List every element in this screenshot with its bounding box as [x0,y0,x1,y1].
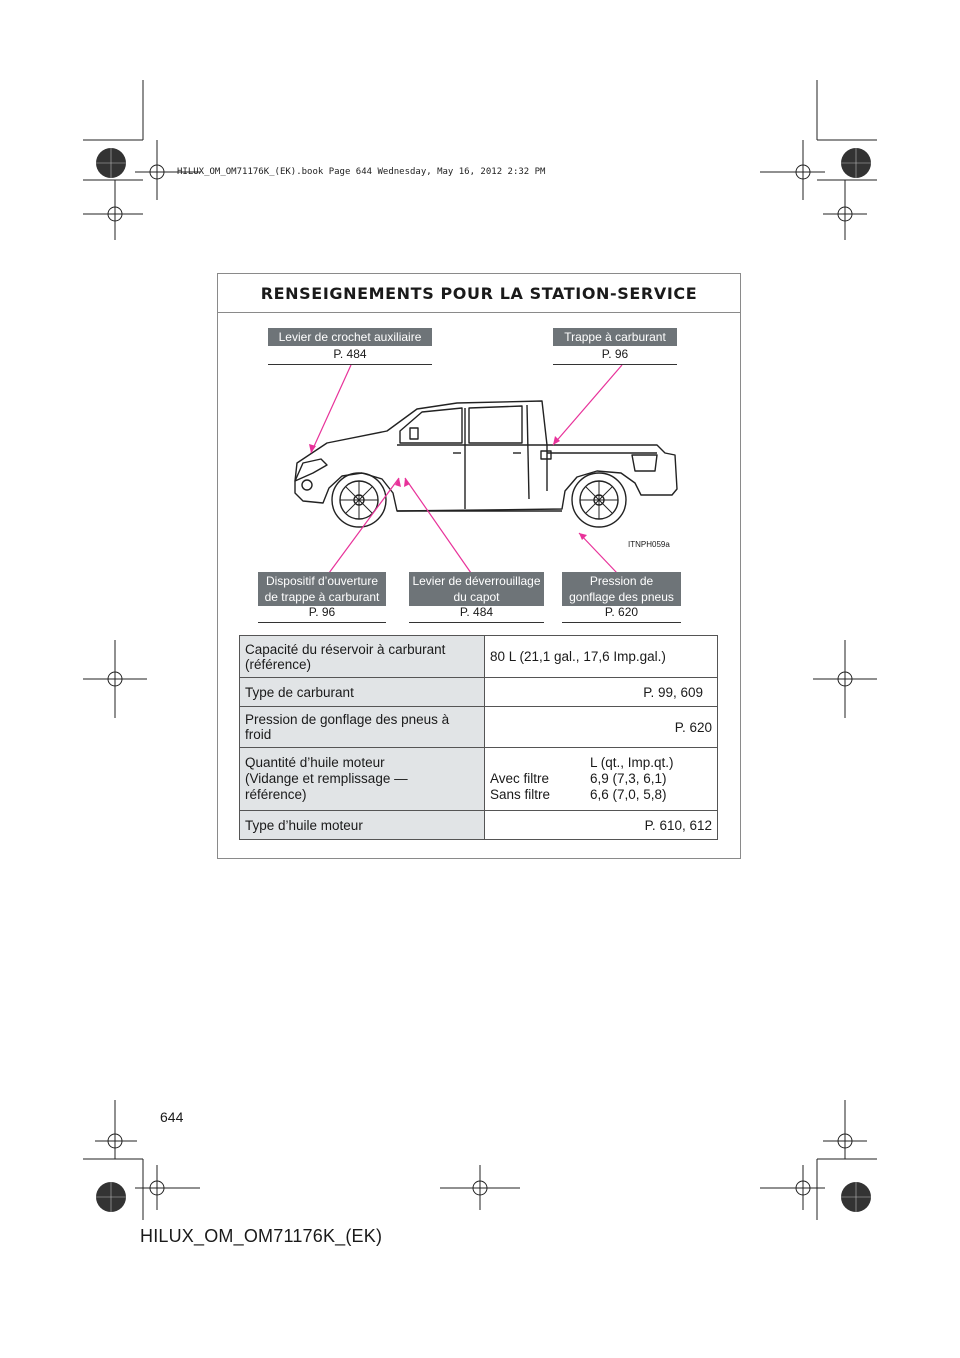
oil-without-filter-value: 6,6 (7,0, 5,8) [590,787,667,802]
oil-capacity-value [485,748,718,811]
figure-code: ITNPH059a [628,540,670,549]
callout-fuel-door-opener-line1: Dispositif d’ouverture [265,574,379,588]
callout-tire-pressure-tag [562,572,681,606]
table-row [240,636,718,678]
table-row [240,748,718,811]
callout-fuel-door-tag: Trappe à carburant [553,328,677,346]
callout-hood-lever-line1: Levier de déverrouillage [412,574,541,588]
box-title: RENSEIGNEMENTS POUR LA STATION-SERVICE [218,274,740,313]
callout-fuel-door-opener-tag [258,572,386,606]
oil-without-filter-label: Sans filtre [490,787,551,802]
callout-tire-pressure-line1: Pression de [589,574,654,588]
tire-pressure-value: P. 620 [485,707,718,748]
spec-table [239,635,718,840]
callout-hood-lever-tag [409,572,544,606]
table-row [240,811,718,840]
table-row [240,707,718,748]
callout-fuel-door-underline [553,364,677,365]
oil-type-label: Type d’huile moteur [240,811,485,840]
fuel-type-label: Type de carburant [240,678,485,707]
callout-tire-pressure-underline [562,622,681,623]
callout-hook-lever-underline [268,364,432,365]
callout-hood-lever-underline [409,622,544,623]
callout-hook-lever-tag: Levier de crochet auxiliaire [268,328,432,346]
page-number: 644 [160,1109,184,1125]
callout-fuel-door-opener-line2: de trappe à carburant [264,590,380,604]
callout-fuel-door-opener-page: P. 96 [308,605,336,619]
callout-tire-pressure-line2: gonflage des pneus [569,590,674,604]
oil-with-filter-label: Avec filtre [490,771,550,786]
callout-hook-lever-page: P. 484 [333,347,367,361]
table-row [240,678,718,707]
document-footer: HILUX_OM_OM71176K_(EK) [140,1226,383,1246]
oil-type-value: P. 610, 612 [485,811,718,840]
oil-unit: L (qt., Imp.qt.) [590,755,674,770]
fuel-capacity-value: 80 L (21,1 gal., 17,6 Imp.gal.) [485,636,718,678]
oil-capacity-label-line2: (Vidange et remplissage — [245,771,408,786]
print-header-line: HILUX_OM_OM71176K_(EK).book Page 644 Wednesday, May 16, 2012 2:32 PM [177,167,546,177]
oil-capacity-label-line1: Quantité d’huile moteur [245,755,385,770]
oil-capacity-label [240,748,485,811]
callout-fuel-door-page: P. 96 [601,347,629,361]
callout-tire-pressure-page: P. 620 [604,605,639,619]
callout-hood-lever-line2: du capot [453,590,500,604]
fuel-capacity-label: Capacité du réservoir à carburant (référence) [240,636,485,678]
oil-capacity-label-line3: référence) [245,787,307,802]
callout-fuel-door-opener-underline [258,622,386,623]
oil-with-filter-value: 6,9 (7,3, 6,1) [590,771,667,786]
tire-pressure-label: Pression de gonflage des pneus à froid [240,707,485,748]
callout-hood-lever-page: P. 484 [459,605,494,619]
fuel-type-value: P. 99, 609 [485,678,718,707]
